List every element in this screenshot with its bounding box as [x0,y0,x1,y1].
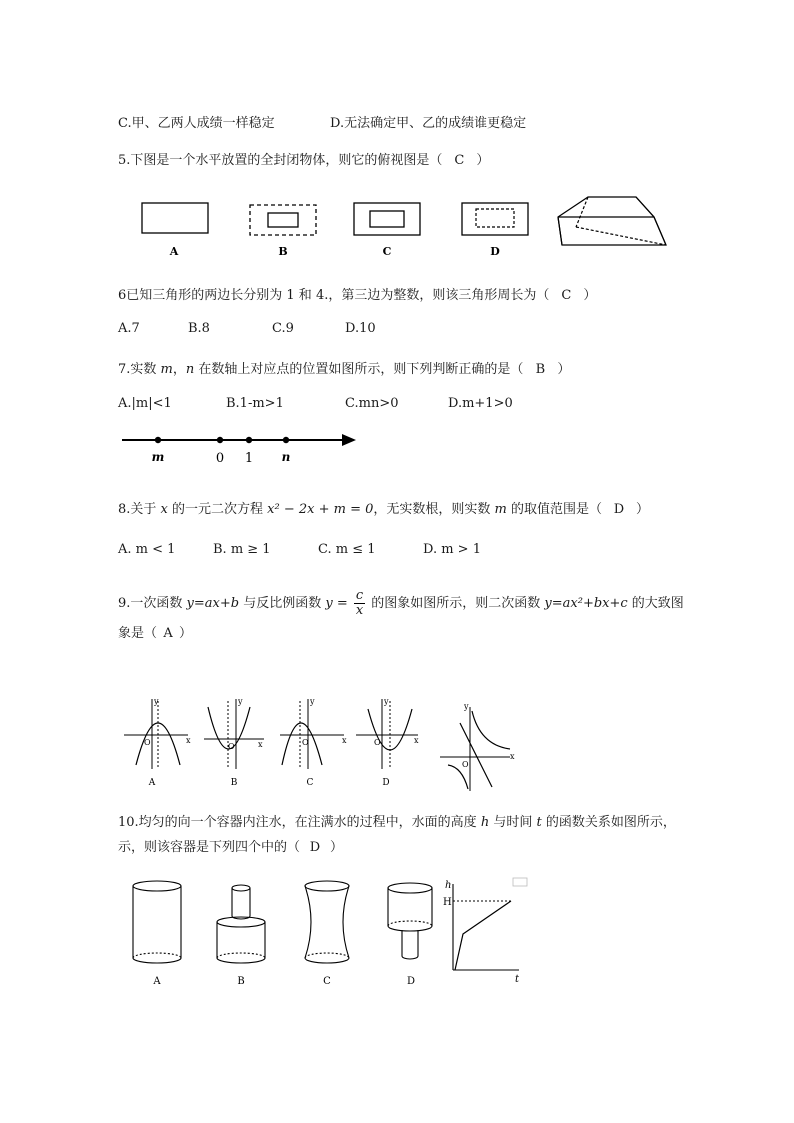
q9-figure [118,695,538,795]
q7-point-m [155,437,161,443]
q10-graph-h: h [445,880,452,891]
q9-line2-text: 象是（ [118,626,158,641]
q5-label-d: D [490,245,500,258]
q4-option-c: C.甲、乙两人成绩一样稳定 [118,116,275,131]
q6-option-a: A.7 [118,321,140,336]
q7-option-a: A.|m|<1 [118,396,172,411]
q9-label-c: C [306,778,314,788]
svg-text:x: x [186,736,191,745]
q7-label-n: n [281,450,291,464]
q5-view-b-outer [250,205,316,235]
q8-var-x: x [160,502,168,517]
q10-graph-t: t [515,974,520,985]
q8-equation: x² − 2x + m = 0 [267,502,374,517]
svg-text:x: x [342,736,347,745]
q10-line1 [118,811,676,830]
q9-frac-lhs: y = [325,596,348,611]
svg-text:O: O [374,738,381,747]
q9-mid: 与反比例函数 [239,596,326,611]
q10-pre: 10.均匀的向一个容器内注水，在注满水的过程中，水面的高度 [118,815,481,830]
svg-text:O: O [302,738,309,747]
q8-option-d: D. m > 1 [423,542,481,557]
q10-label-b: B [237,976,245,987]
q6-stem-text: 6已知三角形的两边长分别为 1 和 4.，第三边为整数，则该三角形周长为（ [118,288,550,303]
q9-frac-den: x [355,603,364,618]
q7-label-m: m [151,450,165,464]
q7-stem [118,358,570,377]
q7-arrow [342,434,356,446]
q9-graph-b [204,697,264,788]
q9-pre: 9.一次函数 [118,596,187,611]
q10-container-b [217,885,265,963]
q10-close: ） [330,840,344,855]
q9-label-a: A [148,778,156,788]
q5-solid-object [558,197,666,245]
q9-graph-d [356,697,419,788]
q9-line1 [118,589,684,618]
q4-option-d: D.无法确定甲、乙的成绩谁更稳定 [330,116,527,131]
q9-graph-c [280,697,347,788]
q9-linear: y=ax+b [186,596,240,611]
q8-answer: D [613,502,625,517]
q5-stem [118,149,489,168]
q8-stem-post: ，无实数根，则实数 [373,502,495,517]
svg-text:x: x [414,736,419,745]
q8-close: ） [635,502,649,517]
q7-option-b: B.1-m>1 [226,396,284,411]
q5-label-b: B [278,245,288,258]
q9-close: ） [179,626,193,641]
q10-container-d [388,883,432,959]
q8-stem-end: 的取值范围是（ [506,502,602,517]
q7-label-1: 1 [244,451,254,466]
q10-answer: D [309,840,321,855]
q10-label-a: A [153,976,161,987]
q7-option-d: D.m+1>0 [448,396,513,411]
q5-view-a [142,203,208,233]
q9-post: 的图象如图所示，则二次函数 [367,596,545,611]
q10-post: 的函数关系如图所示， [541,815,676,830]
q10-graph-H: H [443,897,452,908]
q9-answer: A [163,626,173,641]
q8-option-a: A. m < 1 [118,542,176,557]
q8-stem [118,498,649,517]
q9-label-d: D [382,778,390,788]
q7-answer: B [535,362,546,377]
q5-label-c: C [382,245,392,258]
q7-var-m: m [160,362,173,377]
q9-frac-num: c [355,588,364,603]
q10-var-t: t [536,815,542,830]
q9-label-b: B [230,778,238,788]
q7-number-line [118,428,368,468]
q7-comma: ， [172,362,186,377]
q6-answer: C [561,288,572,303]
svg-text:O: O [144,738,151,747]
q9-end: 的大致图 [627,596,684,611]
q6-option-d: D.10 [345,321,376,336]
q7-var-n: n [185,362,195,377]
q7-close: ） [557,362,571,377]
q8-option-b: B. m ≥ 1 [213,542,271,557]
q7-option-c: C.mn>0 [345,396,399,411]
q10-line2-text: 示，则该容器是下列四个中的（ [118,840,301,855]
q9-given-x: x [510,752,515,761]
q7-stem-pre: 7.实数 [118,362,161,377]
q6-option-c: C.9 [272,321,294,336]
q9-given-o: O [462,760,469,769]
q7-point-1 [246,437,252,443]
q7-point-0 [217,437,223,443]
q10-label-d: D [406,976,416,987]
q5-close: ） [476,153,490,168]
q7-label-0: 0 [215,451,225,466]
q6-stem [118,284,596,303]
q5-view-b-inner [268,213,298,227]
q8-stem-pre: 8.关于 [118,502,161,517]
q9-fraction [354,589,365,618]
q9-line2 [118,622,192,641]
svg-text:x: x [258,740,263,749]
q9-graph-a [124,697,191,788]
q5-view-d-outer [462,203,528,235]
q10-line2 [118,836,343,855]
q5-stem-text: 5.下图是一个水平放置的全封闭物体，则它的俯视图是（ [118,153,443,168]
svg-text:y: y [310,697,315,706]
svg-text:y: y [154,697,159,706]
q5-view-c-outer [354,203,420,235]
q9-quadratic: y=ax²+bx+c [544,596,628,611]
q6-option-b: B.8 [188,321,210,336]
q10-container-a [133,881,181,963]
q5-view-c-inner [370,211,404,227]
q5-label-a: A [169,245,179,258]
q9-given-graph [440,702,515,791]
q8-option-c: C. m ≤ 1 [318,542,376,557]
svg-text:y: y [238,697,243,706]
q5-answer: C [454,153,465,168]
q7-point-n [283,437,289,443]
q10-container-c [305,881,349,963]
svg-text:O: O [228,742,235,751]
q10-figure [125,872,535,990]
q6-close: ） [583,288,597,303]
q10-var-h: h [480,815,490,830]
q5-view-d-inner [476,209,514,227]
q10-ht-graph [453,878,527,970]
q5-figure [130,195,680,265]
q9-given-y: y [464,702,469,711]
svg-text:y: y [384,697,389,706]
q10-mid: 与时间 [489,815,537,830]
q10-label-c: C [323,976,331,987]
q7-stem-post: 在数轴上对应点的位置如图所示，则下列判断正确的是（ [194,362,524,377]
q8-var-m: m [494,502,507,517]
q8-stem-mid: 的一元二次方程 [167,502,268,517]
